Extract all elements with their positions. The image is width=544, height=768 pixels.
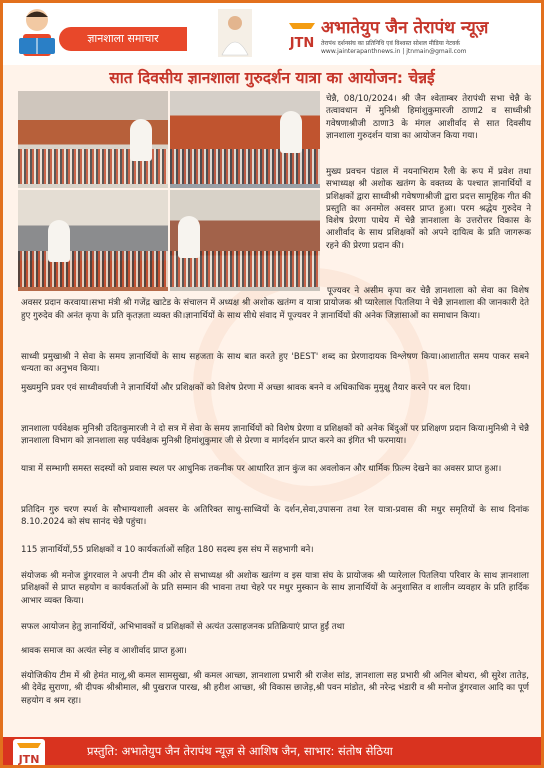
reading-child-icon	[17, 6, 57, 62]
paragraph: चेन्नै, 08/10/2024। श्री जैन श्वेताम्बर तेरापंथी सभा चेन्नै के तत्वावधान में मुनिश्री हिमांशुकुमारजी ठाणा2 व साध्वीश्री गवेषणाश्रीजी ठाणा3 के मंगल आशीर्वाद से सात दिवसीय ज्ञानशाला गुरुदर्शन यात्रा का आयोजन किया गया।	[326, 94, 531, 141]
brand-url: www.jainterapanthnews.in | jtnmain@gmail.com	[321, 48, 467, 55]
paragraph: मुख्यमुनि प्रवर एवं साध्वीवर्याजी ने ज्ञानार्थियों और प्रशिक्षकों को विशेष प्रेरणा में अच्छा श्रावक बनने व अधिकाधिक मुमुक्षु तैयार करने पर बल दिया।	[21, 383, 471, 393]
jtn-footer-logo	[13, 739, 45, 767]
paragraph: 115 ज्ञानार्थियों,55 प्रशिक्षकों व 10 कार्यकर्ताओं सहित 180 सदस्य इस संघ में सहभागी बने।	[21, 545, 314, 555]
paragraph: संयोजक श्री मनोज डुंगरवाल ने अपनी टीम की ओर से सभाध्यक्ष श्री अशोक खतंग्ग व इस यात्रा संघ के प्रायोजक श्री प्यारेलाल पितलिया परिवार के साथ ज्ञानशाला प्रशिक्षकों से प्राप्त सहयोग व कार्यकर्ताओं के प्रति सम्मान की भावना तथा चेहरे पर मधुर मुस्कान के साथ ज्ञानार्थियों के अनुशासित व शालीन व्यवहार के प्रति हार्दिक आभार व्यक्त किया।	[21, 571, 529, 606]
jtn-logo	[285, 17, 319, 53]
event-photo	[170, 91, 320, 188]
footer-credit: प्रस्तुति: अभातेयुप जैन तेरापंथ न्यूज़ से आशिष जैन, सा‍भार: संतोष सेठिया	[87, 744, 393, 758]
article-title: सात दिवसीय ज्ञानशाला गुरुदर्शन यात्रा का आयोजन: चेन्नई	[109, 69, 435, 87]
paragraph: ज्ञानशाला पर्यवेक्षक मुनिश्री उदितकुमारजी ने दो सत्र में सेवा के समय ज्ञानार्थियों को विशेष प्रेरणा व प्रशिक्षकों को अनेक बिंदुओं पर प्रशिक्षण प्रदान किया।मुनिश्री ने चेन्नै ज्ञानशाला विभाग को ज्ञानशाला सह पर्यवेक्षक मुनिश्री हिमांशुकुमार जी से प्रेरणा व मार्गदर्शन प्राप्त करने का इंगित भी फरमाया।	[21, 424, 529, 447]
brand-tagline: तेरापंथ दर्शनसंघ का प्रतिनिधि एवं विश्वस्त सोशल मीडिया नेटवर्क	[321, 40, 460, 47]
event-photo	[170, 190, 320, 291]
paragraph: प्रतिदिन गुरु चरण स्पर्श के सौभाग्यशाली अवसर के अतिरिक्त साधु-साध्वियों के दर्शन,सेवा,उपासना तथा रेल यात्रा-प्रवास की मधुर समृतियों के साथ दिनांक 8.10.2024 को संघ सानंद चेन्नै पहुंचा।	[21, 505, 529, 528]
header	[3, 3, 541, 65]
paragraph: सफल आयोजन हेतु ज्ञानार्थियों, अभिभावकों व प्रशिक्षकों से अत्यंत उत्साहजनक प्रतिक्रियाएं प्राप्त हुईं तथा	[21, 622, 345, 632]
brand-title: अभातेयुप जैन तेरापंथ न्यूज़	[321, 18, 489, 38]
svg-text:JTN: JTN	[289, 36, 315, 51]
paragraph: मुख्य प्रवचन पंडाल में नयनाभिराम रैली के रूप में प्रवेश तथा सभाध्यक्ष श्री अशोक खतंग्ग के वक्तव्य के पश्चात ज्ञानार्थियों व प्रशिक्षकों द्वारा साध्वीश्री गवेषणाश्रीजी द्वारा प्रदत्त सामूहिक गीत की प्रस्तुति का अनमोल अवसर प्राप्त हुआ। परम श्रद्धेय गुरुदेव ने विशेष प्रेरणा पाथेय में चेन्नै ज्ञानशाला के उत्तरोत्तर विकास के आशीर्वाद के साथ प्रशिक्षकों को अपने दायित्व के प्रति जागरूक रहने की प्रेरणा प्रदान की।	[326, 167, 531, 251]
paragraph: संयोजिकीय टीम में श्री हेमंत मालू,श्री कमल सामसुखा, श्री कमल आच्छा, ज्ञानशाला प्रभारी श्री राजेश सांड, ज्ञानशाला सह प्रभारी श्री अनिल बोथरा, श्री सुरेश तातेड़, श्री देवेंद्र सुराणा, श्री दीपक श्रीश्रीमाल, श्री पुखराज पारख, श्री हरीश आच्छा, श्री विकास छाजेड़,श्री पवन मांडोत, श्री नरेन्द्र भंडारी व श्री मनोज डुंगरवाल आदि का पूर्ण सहयोग व श्रम रहा।	[21, 671, 529, 706]
paragraph: यात्रा में सम्भागी समस्त सदस्यों को प्रवास स्थल पर आधुनिक तकनीक पर आधारित ज्ञान कुंज का अवलोकन और धार्मिक फ़िल्म देखने का अवसर प्राप्त हुआ।	[21, 464, 502, 474]
paragraph: पूज्यवर ने असीम कृपा कर चेन्नै ज्ञानशाला को सेवा का विशेष अवसर प्रदान करवाया।सभा मंत्री श्री गजेंद्र खाटेड के संचालन में अध्यक्ष श्री अशोक खतंग्ग व यात्रा प्रायोजक श्री प्यारेलाल पितलिया ने चेन्नै ज्ञानशाला की जानकारी देते हुए गुरुदेव की अनंत कृपा के प्रति कृतज्ञता व्यक्त की।ज्ञानार्थियों के साथ सीधे संवाद में पूज्यवर ने ज्ञानार्थियों की अनेक जिज्ञासाओं का समाधान किया।	[21, 286, 529, 321]
footer	[3, 737, 541, 768]
svg-text:JTN: JTN	[18, 753, 40, 766]
acharya-portrait-icon	[218, 9, 252, 57]
photo-collage	[18, 91, 320, 291]
event-photo	[18, 91, 168, 188]
section-badge: ज्ञानशाला समाचार	[59, 27, 187, 51]
event-photo	[18, 190, 168, 291]
paragraph: साध्वी प्रमुखाश्री ने सेवा के समय ज्ञानार्थियों के साथ सहजता के साथ बात करते हुए 'BEST' शब्द का प्रेरणादायक विश्लेषण किया।आशातीत समय पाकर सबने धन्यता का अनुभव किया।	[21, 352, 529, 375]
paragraph: श्रावक समाज का अत्यंत स्नेह व आशीर्वाद प्राप्त हुआ।	[21, 646, 187, 656]
